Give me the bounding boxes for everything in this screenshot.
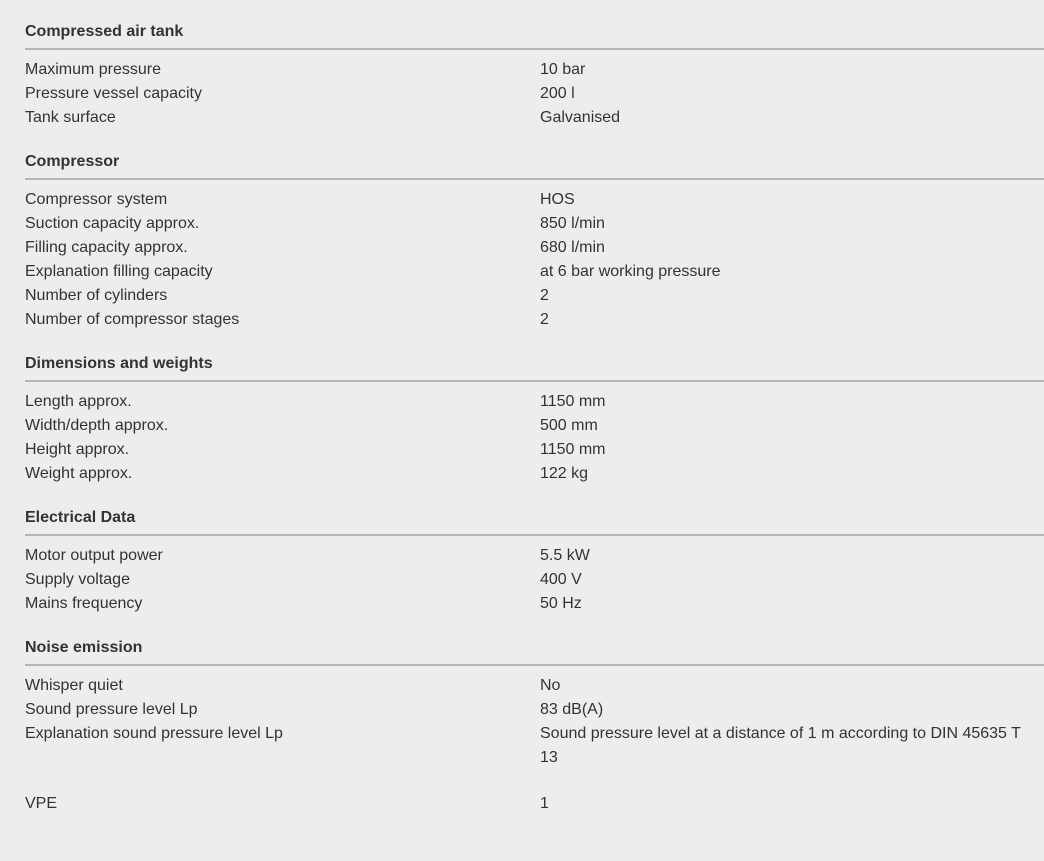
spec-row xyxy=(25,414,1044,438)
spec-value: 2 xyxy=(540,287,549,304)
spec-row xyxy=(25,82,1044,106)
spec-value: 1150 mm xyxy=(540,441,606,458)
spec-row xyxy=(25,568,1044,592)
spec-row xyxy=(25,260,1044,284)
spec-row xyxy=(25,698,1044,722)
spec-label: Length approx. xyxy=(25,393,132,410)
section-rows xyxy=(25,382,1044,486)
section-compressed-air-tank xyxy=(25,20,1044,130)
section-title: Noise emission xyxy=(25,636,1044,666)
spec-label: Supply voltage xyxy=(25,571,130,588)
spec-label: Suction capacity approx. xyxy=(25,215,200,232)
vpe-value: 1 xyxy=(540,795,549,812)
spec-label: Maximum pressure xyxy=(25,61,162,78)
spec-table xyxy=(25,0,1044,816)
spec-value: 400 V xyxy=(540,571,582,588)
spec-value: 2 xyxy=(540,311,549,328)
spec-value: 500 mm xyxy=(540,417,598,434)
spec-value: HOS xyxy=(540,191,575,208)
spec-label: Mains frequency xyxy=(25,595,143,612)
vpe-label: VPE xyxy=(25,795,58,812)
section-compressor xyxy=(25,150,1044,332)
spec-label: Number of cylinders xyxy=(25,287,168,304)
spec-row xyxy=(25,438,1044,462)
spec-label: Motor output power xyxy=(25,547,163,564)
spec-row xyxy=(25,308,1044,332)
spec-label: Weight approx. xyxy=(25,465,133,482)
section-electrical-data xyxy=(25,506,1044,616)
spec-value: 1150 mm xyxy=(540,393,606,410)
spec-value: 83 dB(A) xyxy=(540,701,604,718)
section-title: Compressed air tank xyxy=(25,20,1044,50)
spec-value: 50 Hz xyxy=(540,595,582,612)
spec-value: 10 bar xyxy=(540,61,586,78)
spec-label: Whisper quiet xyxy=(25,677,123,694)
spec-row xyxy=(25,236,1044,260)
spec-label: Compressor system xyxy=(25,191,168,208)
section-dimensions-and-weights xyxy=(25,352,1044,486)
spec-row xyxy=(25,722,1044,770)
spec-row xyxy=(25,212,1044,236)
vpe-row xyxy=(25,792,1044,816)
section-rows xyxy=(25,666,1044,770)
spec-label: Number of compressor stages xyxy=(25,311,240,328)
spec-value: 122 kg xyxy=(540,465,589,482)
spec-row xyxy=(25,462,1044,486)
spec-value: 850 l/min xyxy=(540,215,605,232)
spec-row xyxy=(25,106,1044,130)
section-title: Electrical Data xyxy=(25,506,1044,536)
section-rows xyxy=(25,536,1044,616)
spec-value: at 6 bar working pressure xyxy=(540,263,721,280)
spec-label: Pressure vessel capacity xyxy=(25,85,202,102)
spec-row xyxy=(25,188,1044,212)
spec-row xyxy=(25,390,1044,414)
section-noise-emission xyxy=(25,636,1044,770)
spec-label: Sound pressure level Lp xyxy=(25,701,198,718)
spec-value: No xyxy=(540,677,561,694)
spec-label: Filling capacity approx. xyxy=(25,239,188,256)
section-rows xyxy=(25,50,1044,130)
spec-label: Height approx. xyxy=(25,441,130,458)
section-rows xyxy=(25,180,1044,332)
spec-row xyxy=(25,592,1044,616)
spec-value: Sound pressure level at a distance of 1 m according to DIN 45635 T 13 xyxy=(540,725,1021,766)
spec-label: Explanation filling capacity xyxy=(25,263,213,280)
spec-row xyxy=(25,284,1044,308)
section-title: Compressor xyxy=(25,150,1044,180)
spec-value: Galvanised xyxy=(540,109,621,126)
section-title: Dimensions and weights xyxy=(25,352,1044,382)
spec-label: Tank surface xyxy=(25,109,116,126)
spec-row xyxy=(25,58,1044,82)
spec-row xyxy=(25,544,1044,568)
spec-label: Width/depth approx. xyxy=(25,417,169,434)
spec-value: 200 l xyxy=(540,85,575,102)
spec-label: Explanation sound pressure level Lp xyxy=(25,725,283,742)
spec-value: 680 l/min xyxy=(540,239,605,256)
spec-value: 5.5 kW xyxy=(540,547,590,564)
spec-row xyxy=(25,674,1044,698)
